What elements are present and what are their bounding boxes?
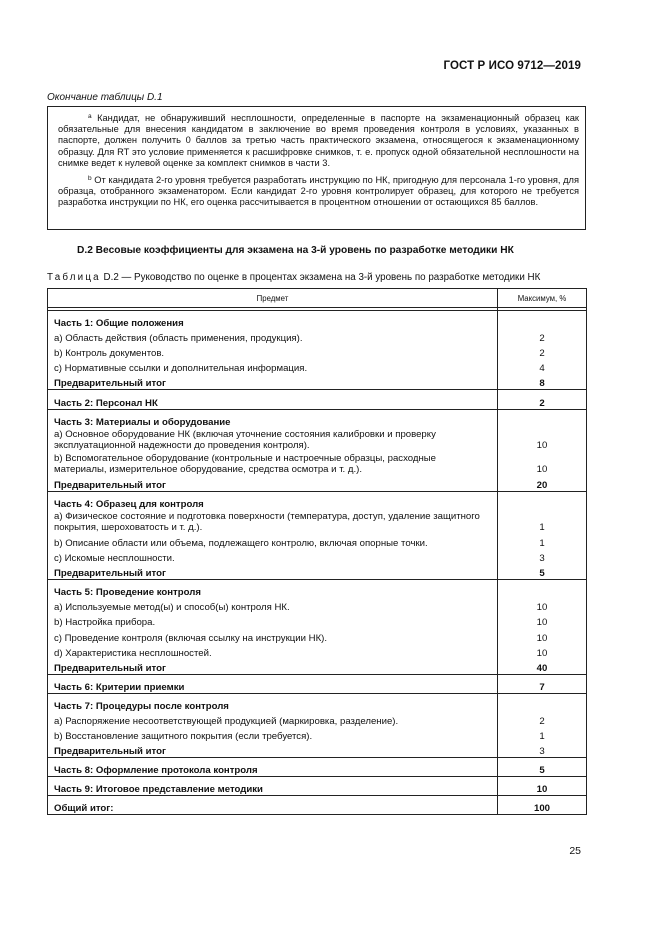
- cell-subject: c) Искомые несплошности.: [48, 549, 498, 564]
- cell-subject: Предварительный итог: [48, 659, 498, 675]
- footnote-a: [58, 113, 579, 169]
- cell-max: 100: [498, 796, 587, 815]
- item-row: [48, 712, 587, 727]
- item-row: [48, 644, 587, 659]
- column-header-subject: Предмет: [48, 289, 498, 308]
- item-row: [48, 344, 587, 359]
- cell-max: [498, 693, 587, 712]
- cell-max: 10: [498, 628, 587, 643]
- cell-max: 2: [498, 390, 587, 409]
- item-row: [48, 534, 587, 549]
- cell-max: 10: [498, 777, 587, 796]
- cell-subject: a) Физическое состояние и подготовка поверхности (температура, доступ, удаление защитного покрытия, шероховатость и т. д.).: [48, 510, 498, 534]
- table-continuation-label: Окончание таблицы D.1: [47, 92, 163, 103]
- cell-subject: a) Используемые метод(ы) и способ(ы) контроля НК.: [48, 598, 498, 613]
- cell-subject: Предварительный итог: [48, 742, 498, 758]
- cell-subject: Часть 4: Образец для контроля: [48, 491, 498, 510]
- cell-max: 10: [498, 644, 587, 659]
- cell-max: 10: [498, 452, 587, 476]
- item-row: [48, 549, 587, 564]
- cell-subject: Предварительный итог: [48, 564, 498, 580]
- subtotal-row: [48, 564, 587, 580]
- cell-max: 40: [498, 659, 587, 675]
- cell-subject: a) Основное оборудование НК (включая уточнение состояния калибровки и проверку эксплуатационной надежности до проведения контроля).: [48, 428, 498, 452]
- part-title-row: [48, 674, 587, 693]
- cell-max: [498, 491, 587, 510]
- section-heading: D.2 Весовые коэффициенты для экзамена на 3-й уровень по разработке методики НК: [77, 245, 514, 256]
- cell-subject: Часть 9: Итоговое представление методики: [48, 777, 498, 796]
- cell-max: 7: [498, 674, 587, 693]
- item-row: [48, 452, 587, 476]
- cell-max: 5: [498, 564, 587, 580]
- table-caption-text: D.2 — Руководство по оценке в процентах экзамена на 3-й уровень по разработке методики НК: [103, 272, 541, 283]
- cell-subject: Часть 5: Проведение контроля: [48, 580, 498, 599]
- cell-max: [498, 311, 587, 330]
- document-code: ГОСТ Р ИСО 9712—2019: [443, 60, 581, 72]
- cell-subject: Часть 6: Критерии приемки: [48, 674, 498, 693]
- footnote-text: Кандидат, не обнаруживший несплошности, определенные в паспорте на экзаменационный образец как обязательные для внесения кандидатом в заключение во время проведения контроля в условиях, указанных в паспорте, должен получить 0 баллов за третью часть практического экзамена, относящегося к экзаменационному образцу. Для RT это условие применяется к расшифровке снимков, т. е. пропуск одной обязательной несплошности на снимке ведет к нулевой оценке за комплект снимков в части 3.: [58, 113, 579, 168]
- cell-subject: Предварительный итог: [48, 374, 498, 390]
- cell-subject: b) Контроль документов.: [48, 344, 498, 359]
- cell-max: 3: [498, 549, 587, 564]
- item-row: [48, 628, 587, 643]
- cell-subject: Общий итог:: [48, 796, 498, 815]
- cell-subject: d) Характеристика несплошностей.: [48, 644, 498, 659]
- item-row: [48, 727, 587, 742]
- subtotal-row: [48, 374, 587, 390]
- page-number: 25: [569, 845, 581, 857]
- part-title-row: [48, 409, 587, 428]
- cell-max: 10: [498, 428, 587, 452]
- cell-max: 1: [498, 727, 587, 742]
- item-row: [48, 428, 587, 452]
- cell-subject: Часть 7: Процедуры после контроля: [48, 693, 498, 712]
- item-row: [48, 329, 587, 344]
- cell-max: 10: [498, 598, 587, 613]
- cell-subject: c) Проведение контроля (включая ссылку на инструкции НК).: [48, 628, 498, 643]
- cell-subject: Часть 8: Оформление протокола контроля: [48, 758, 498, 777]
- footnote-b: [58, 175, 579, 209]
- cell-max: 2: [498, 329, 587, 344]
- cell-subject: b) Настройка прибора.: [48, 613, 498, 628]
- footnote-text: От кандидата 2-го уровня требуется разработать инструкцию по НК, пригодную для персонала 1-го уровня, для образца, отобранного экзаменатором. Если кандидат 2-го уровня контролирует образец, для которого не требуется разработка инструкции по НК, его оценка рассчитывается в процентном отношении от остающихся 85 баллов.: [58, 175, 579, 208]
- cell-subject: Часть 2: Персонал НК: [48, 390, 498, 409]
- cell-max: 1: [498, 534, 587, 549]
- cell-max: 1: [498, 510, 587, 534]
- cell-subject: b) Описание области или объема, подлежащего контролю, включая опорные точки.: [48, 534, 498, 549]
- cell-max: 5: [498, 758, 587, 777]
- subtotal-row: [48, 659, 587, 675]
- cell-subject: c) Нормативные ссылки и дополнительная информация.: [48, 359, 498, 374]
- part-title-row: [48, 758, 587, 777]
- footnote-marker: a: [88, 113, 92, 120]
- cell-max: 8: [498, 374, 587, 390]
- item-row: [48, 613, 587, 628]
- part-title-row: [48, 311, 587, 330]
- cell-subject: a) Область действия (область применения, продукция).: [48, 329, 498, 344]
- cell-subject: b) Восстановление защитного покрытия (если требуется).: [48, 727, 498, 742]
- cell-max: 4: [498, 359, 587, 374]
- subtotal-row: [48, 742, 587, 758]
- table-caption: [47, 272, 540, 283]
- item-row: [48, 510, 587, 534]
- part-title-row: [48, 796, 587, 815]
- cell-max: [498, 409, 587, 428]
- footnote-marker: b: [88, 175, 92, 183]
- table-footnotes: [47, 106, 586, 230]
- cell-subject: Часть 1: Общие положения: [48, 311, 498, 330]
- cell-subject: Предварительный итог: [48, 476, 498, 492]
- cell-max: 2: [498, 344, 587, 359]
- item-row: [48, 359, 587, 374]
- part-title-row: [48, 580, 587, 599]
- part-title-row: [48, 777, 587, 796]
- part-title-row: [48, 390, 587, 409]
- cell-max: 10: [498, 613, 587, 628]
- item-row: [48, 598, 587, 613]
- part-title-row: [48, 491, 587, 510]
- cell-subject: a) Распоряжение несоответствующей продукцией (маркировка, разделение).: [48, 712, 498, 727]
- table-caption-prefix: Таблица: [47, 272, 101, 283]
- cell-max: 20: [498, 476, 587, 492]
- cell-subject: Часть 3: Материалы и оборудование: [48, 409, 498, 428]
- cell-subject: b) Вспомогательное оборудование (контрольные и настроечные образцы, расходные материалы, измерительное оборудование, средства осмотра и т. д.).: [48, 452, 498, 476]
- column-header-max: Максимум, %: [498, 289, 587, 308]
- cell-max: 3: [498, 742, 587, 758]
- scoring-table: [47, 288, 587, 815]
- subtotal-row: [48, 476, 587, 492]
- part-title-row: [48, 693, 587, 712]
- cell-max: [498, 580, 587, 599]
- cell-max: 2: [498, 712, 587, 727]
